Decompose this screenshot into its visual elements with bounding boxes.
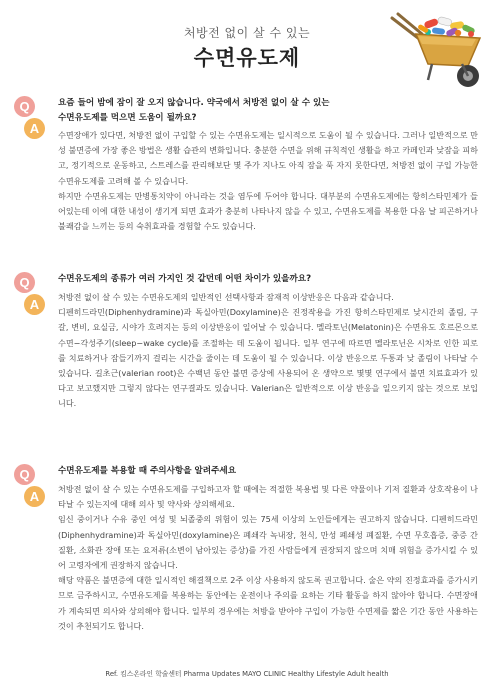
question-line: 요즘 들어 밤에 잠이 잘 오지 않습니다. 약국에서 처방전 없이 살 수 있는	[58, 98, 330, 108]
answer-paragraph: 처방전 없이 살 수 있는 수면유도제를 구입하고자 할 때에는 적절한 복용법 및 다른 약물이나 기저 질환과 상호작용이 나타날 수 있는지에 대해 의사 및 약사와 상의해세요.	[58, 484, 478, 510]
answer-badge: A	[24, 118, 45, 139]
question-badge: Q	[14, 272, 35, 293]
answer-text	[58, 128, 478, 234]
page-title: 수면유도제	[193, 46, 301, 70]
question-badge: Q	[14, 464, 35, 485]
question-line: 수면유도제의 종류가 여러 가지인 것 같던데 어떤 차이가 있을까요?	[58, 274, 312, 284]
reference-footer: Ref. 킴스온라인 학술센터 Pharma Updates MAYO CLINIC Healthy Lifestyle Adult health	[105, 670, 389, 678]
answer-paragraph: 해당 약품은 불면증에 대한 일시적인 해결책으로 2주 이상 사용하지 않도록 권고합니다. 술은 약의 진정효과를 증가시키므로 금주하시고, 수면유도제를 복용하는 동안에는 운전이나 주의를 요하는 기타 활동을 하지 않아야 합니다. 수면장애가 계속되면 의사와 상의해야 합니다. 일부의 경우에는 처방을 받아야 구입이 가능한 수면제를 짧은 기간 동안 사용하는 것이 추천되기도 합니다.	[58, 575, 478, 631]
wheelbarrow-illustration	[388, 8, 488, 92]
answer-paragraph: 처방전 없이 살 수 있는 수면유도제의 일반적인 선택사항과 잠재적 이상반응은 다음과 같습니다.	[58, 292, 394, 302]
question-text	[58, 272, 478, 287]
answer-text	[58, 290, 478, 412]
header	[0, 0, 494, 90]
answer-text	[58, 482, 478, 634]
answer-paragraph: 디펜히드라민(Diphenhydramine)과 독실아민(Doxylamine)은 진정작용을 가진 항히스타민제로 낮시간의 졸림, 구갈, 변비, 요실금, 시야가 흐려지는 등의 이상반응이 일어날 수 있습니다. 멜라토닌(Melatonin)은 수면유도 호르몬으로 수면−각성주기(sleep−wake cycle)를 조절하는 데 도움이 됩니다. 일부 연구에 따르면 멜라토닌은 시차로 인한 피로를 치료하거나 잠들기까지 걸리는 시간을 줄이는 데 도움이 될 수 있습니다. 이상 반응으로 두통과 낮 졸림이 나타날 수 있습니다. 길초근(valerian root)은 수백년 동안 불면 증상에 사용되어 온 생약으로 몇몇 연구에서 불면 치료효과가 있다고 보고했지만 그렇지 않다는 연구결과도 있습니다. Valerian은 일반적으로 이상 반응을 일으키지 않는 것으로 보입니다.	[58, 307, 478, 409]
page-subtitle: 처방전 없이 살 수 있는	[183, 26, 311, 40]
question-badge: Q	[14, 96, 35, 117]
answer-paragraph: 임신 중이거나 수유 중인 여성 및 뇌졸중의 위험이 있는 75세 이상의 노인들에게는 권고하지 않습니다. 디펜히드라민(Diphenhydramine)과 독실아민(doxylamine)은 폐쇄각 녹내장, 천식, 만성 폐쇄성 폐질환, 수면 무호흡증, 중증 간질환, 소화관 장애 또는 요저류(소변이 남아있는 증상)를 가진 사람들에게 권장되지 않으며 치매 위험을 증가시킬 수 있어 고령자에게 권장하지 않습니다.	[58, 514, 478, 571]
answer-paragraph: 수면장애가 있다면, 처방전 없이 구입할 수 있는 수면유도제는 일시적으로 도움이 될 수 있습니다. 그러나 일반적으로 만성 불면증에 가장 좋은 방법은 생활 습관의 변화입니다. 충분한 수면을 위해 규칙적인 생활을 하고 카페인과 낮잠을 피하고, 정기적으로 운동하고, 스트레스를 관리해보단 몇 주가 지나도 아직 잠을 푹 자지 못한다면, 처방전 없이 구입 가능한 수면유도제를 고려해 볼 수 있습니다.	[58, 130, 478, 186]
answer-badge: A	[24, 486, 45, 507]
question-line: 수면유도제를 복용할 때 주의사항을 알려주세요	[58, 466, 236, 476]
question-line: 수면유도제를 먹으면 도움이 될까요?	[58, 113, 197, 123]
answer-badge: A	[24, 294, 45, 315]
question-text	[58, 96, 478, 126]
answer-paragraph: 하지만 수면유도제는 만병통치약이 아니라는 것을 염두에 두어야 합니다. 대부분의 수면유도제에는 항히스타민제가 들어있는데 이에 대한 내성이 생기게 되면 효과가 충분히 나타나지 않을 수 있고, 수면유도제를 복용한 다음 날 피곤하거나 불쾌감을 느끼는 등의 숙취효과를 경험할 수도 있습니다.	[58, 190, 478, 232]
question-text	[58, 464, 478, 479]
pills-icon	[417, 16, 475, 37]
